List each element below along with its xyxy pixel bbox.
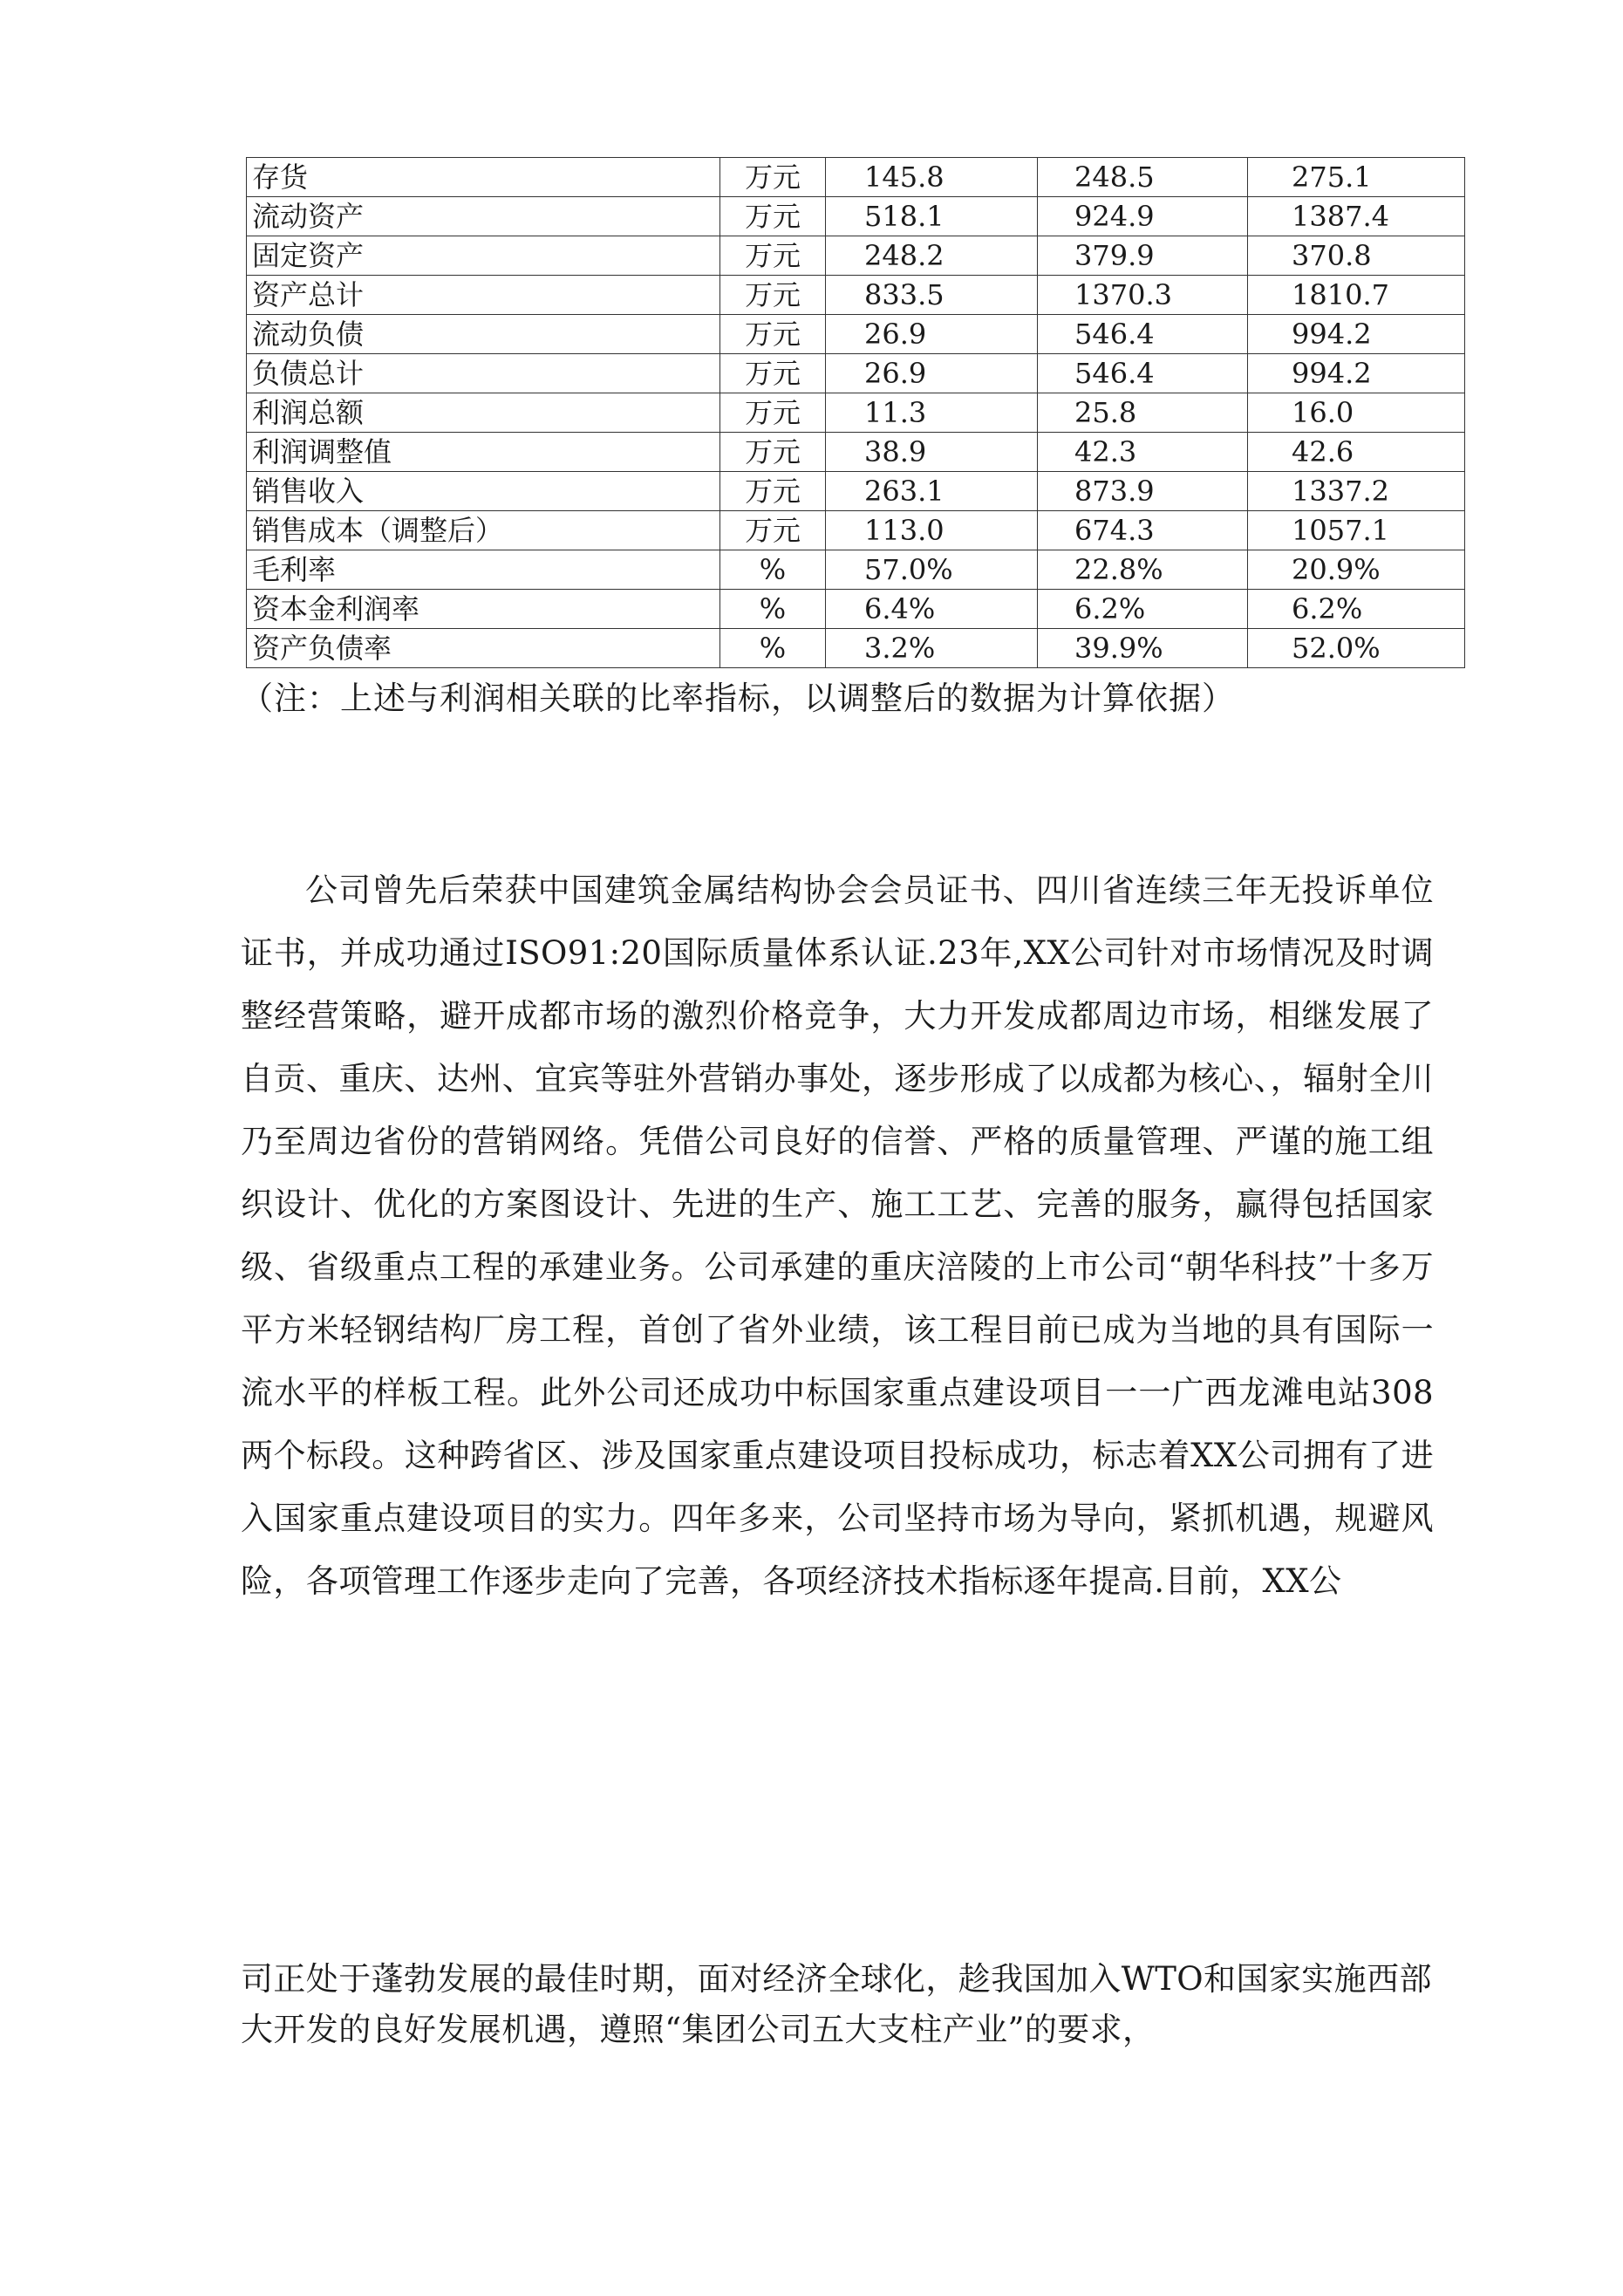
- table-cell-label: 销售收入: [247, 472, 720, 511]
- table-cell-value: 38.9: [826, 433, 1038, 472]
- table-cell-value: 42.6: [1248, 433, 1465, 472]
- table-cell-value: 275.1: [1248, 158, 1465, 197]
- table-cell-value: 994.2: [1248, 315, 1465, 354]
- table-cell-value: 1387.4: [1248, 197, 1465, 236]
- table-cell-unit: 万元: [720, 393, 826, 433]
- table-cell-value: 6.2%: [1248, 590, 1465, 629]
- table-cell-value: 873.9: [1038, 472, 1248, 511]
- table-cell-unit: %: [720, 629, 826, 668]
- table-cell-value: 113.0: [826, 511, 1038, 550]
- table-cell-label: 利润调整值: [247, 433, 720, 472]
- table-cell-value: 263.1: [826, 472, 1038, 511]
- table-row: [247, 393, 1465, 433]
- table-cell-value: 1810.7: [1248, 276, 1465, 315]
- table-cell-value: 39.9%: [1038, 629, 1248, 668]
- table-cell-value: 22.8%: [1038, 550, 1248, 590]
- table-cell-label: 流动资产: [247, 197, 720, 236]
- table-cell-unit: 万元: [720, 197, 826, 236]
- table-cell-value: 994.2: [1248, 354, 1465, 393]
- table-cell-value: 1337.2: [1248, 472, 1465, 511]
- table-cell-value: 379.9: [1038, 236, 1248, 276]
- table-cell-label: 资产总计: [247, 276, 720, 315]
- table-row: [247, 158, 1465, 197]
- table-cell-unit: %: [720, 550, 826, 590]
- table-cell-value: 26.9: [826, 315, 1038, 354]
- table-cell-unit: 万元: [720, 472, 826, 511]
- table-cell-label: 资本金利润率: [247, 590, 720, 629]
- table-cell-unit: 万元: [720, 158, 826, 197]
- table-cell-label: 负债总计: [247, 354, 720, 393]
- table-row: [247, 197, 1465, 236]
- body-paragraph-1: 公司曾先后荣获中国建筑金属结构协会会员证书、四川省连续三年无投诉单位证书，并成功通过ISO91:20国际质量体系认证.23年,XX公司针对市场情况及时调整经营策略，避开成都市场的激烈价格竞争，大力开发成都周边市场，相继发展了自贡、重庆、达州、宜宾等驻外营销办事处，逐步形成了以成都为核心、，辐射全川乃至周边省份的营销网络。凭借公司良好的信誉、严格的质量管理、严谨的施工组织设计、优化的方案图设计、先进的生产、施工工艺、完善的服务，赢得包括国家级、省级重点工程的承建业务。公司承建的重庆涪陵的上市公司“朝华科技”十多万平方米轻钢结构厂房工程，首创了省外业绩，该工程目前已成为当地的具有国际一流水平的样板工程。此外公司还成功中标国家重点建设项目一一广西龙滩电站308两个标段。这种跨省区、涉及国家重点建设项目投标成功，标志着XX公司拥有了进入国家重点建设项目的实力。四年多来，公司坚持市场为导向，紧抓机遇，规避风险，各项管理工作逐步走向了完善，各项经济技术指标逐年提高.目前，XX公: [241, 871, 1434, 1600]
- table-cell-label: 流动负债: [247, 315, 720, 354]
- table-cell-value: 6.4%: [826, 590, 1038, 629]
- table-cell-label: 销售成本（调整后）: [247, 511, 720, 550]
- financial-table-body: [247, 158, 1465, 668]
- table-cell-unit: 万元: [720, 236, 826, 276]
- table-cell-value: 370.8: [1248, 236, 1465, 276]
- table-row: [247, 472, 1465, 511]
- table-cell-value: 1370.3: [1038, 276, 1248, 315]
- table-cell-value: 518.1: [826, 197, 1038, 236]
- table-cell-value: 3.2%: [826, 629, 1038, 668]
- table-cell-value: 924.9: [1038, 197, 1248, 236]
- table-cell-label: 利润总额: [247, 393, 720, 433]
- table-cell-unit: 万元: [720, 315, 826, 354]
- table-row: [247, 629, 1465, 668]
- table-cell-value: 20.9%: [1248, 550, 1465, 590]
- table-cell-value: 6.2%: [1038, 590, 1248, 629]
- table-row: [247, 236, 1465, 276]
- table-cell-value: 833.5: [826, 276, 1038, 315]
- table-cell-value: 674.3: [1038, 511, 1248, 550]
- table-cell-label: 资产负债率: [247, 629, 720, 668]
- table-cell-value: 52.0%: [1248, 629, 1465, 668]
- table-cell-unit: %: [720, 590, 826, 629]
- table-cell-value: 11.3: [826, 393, 1038, 433]
- table-cell-value: 145.8: [826, 158, 1038, 197]
- table-cell-unit: 万元: [720, 354, 826, 393]
- table-row: [247, 354, 1465, 393]
- table-cell-unit: 万元: [720, 511, 826, 550]
- table-row: [247, 433, 1465, 472]
- table-cell-unit: 万元: [720, 276, 826, 315]
- table-cell-value: 26.9: [826, 354, 1038, 393]
- table-cell-value: 546.4: [1038, 315, 1248, 354]
- table-cell-value: 25.8: [1038, 393, 1248, 433]
- table-cell-value: 16.0: [1248, 393, 1465, 433]
- table-cell-value: 248.2: [826, 236, 1038, 276]
- table-row: [247, 511, 1465, 550]
- table-cell-unit: 万元: [720, 433, 826, 472]
- table-row: [247, 590, 1465, 629]
- table-note: （注：上述与利润相关联的比率指标，以调整后的数据为计算依据）: [241, 680, 1235, 717]
- table-cell-label: 存货: [247, 158, 720, 197]
- table-cell-value: 57.0%: [826, 550, 1038, 590]
- table-cell-label: 毛利率: [247, 550, 720, 590]
- table-cell-label: 固定资产: [247, 236, 720, 276]
- table-row: [247, 550, 1465, 590]
- table-cell-value: 546.4: [1038, 354, 1248, 393]
- table-cell-value: 42.3: [1038, 433, 1248, 472]
- financial-table: [246, 157, 1465, 668]
- table-row: [247, 315, 1465, 354]
- table-row: [247, 276, 1465, 315]
- table-cell-value: 1057.1: [1248, 511, 1465, 550]
- table-cell-value: 248.5: [1038, 158, 1248, 197]
- body-paragraph-2: 司正处于蓬勃发展的最佳时期，面对经济全球化，趁我国加入WTO和国家实施西部大开发的良好发展机遇，遵照“集团公司五大支柱产业”的要求，: [241, 1960, 1432, 2048]
